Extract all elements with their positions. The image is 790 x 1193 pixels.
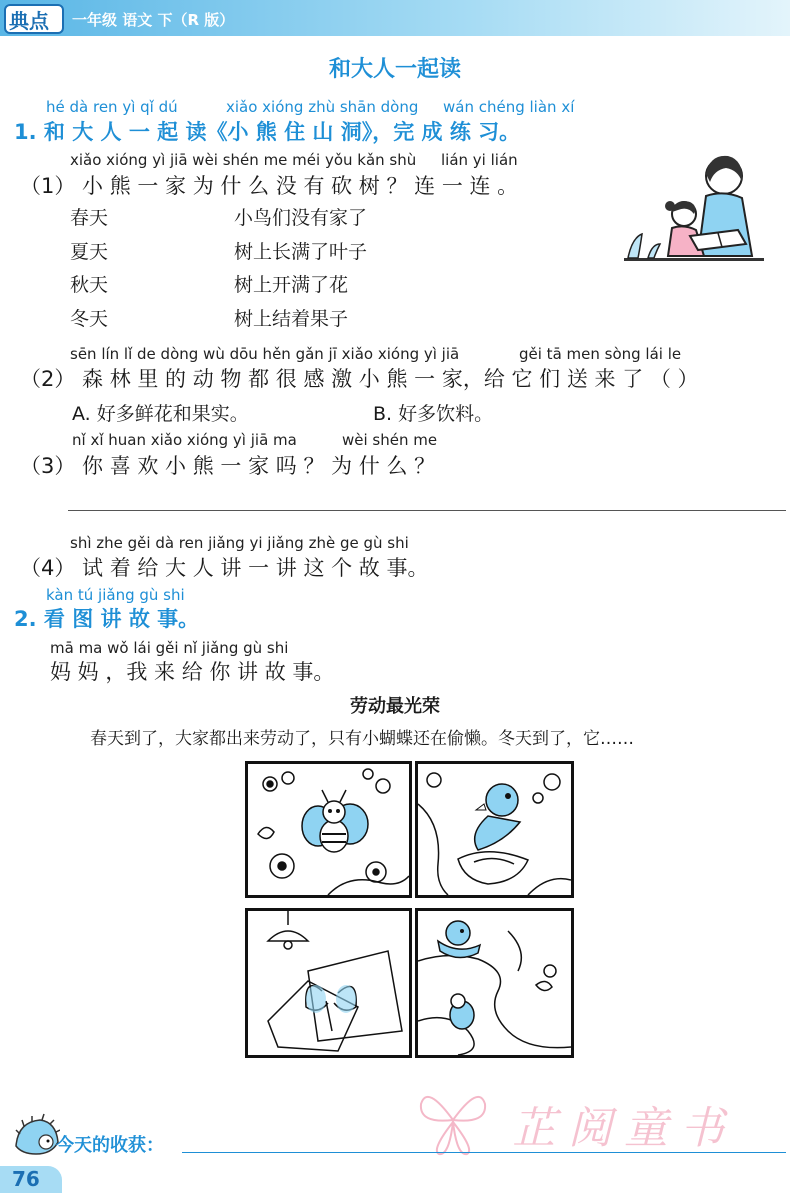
watermark-text: 芷阅童书 [512,1103,736,1154]
harvest-line[interactable] [182,1152,786,1153]
header-subtitle: 一年级 语文 下（R 版） [72,11,235,29]
page-number: 76 [12,1167,40,1191]
sub1-pinyin-1: xiǎo xióng yì jiā wèi shén me méi yǒu kǎn shù [70,151,417,169]
answer-line[interactable] [68,510,786,511]
story-panel-1 [245,761,412,898]
page-title: 和大人一起读 [328,57,461,82]
bird-nest-drawing [418,764,571,895]
mama-pinyin: mā ma wǒ lái gěi nǐ jiǎng gù shi [50,639,289,657]
lamp-butterfly-drawing [248,911,409,1055]
sub1-pinyin-2: lián yi lián [441,151,518,169]
bee-flowers-drawing [248,764,409,895]
story-panel-3 [245,908,412,1058]
reason-4: 树上结着果子 [234,308,349,330]
sub2-text: （2） 森 林 里 的 动 物 都 很 感 激 小 熊 一 家，给 它 们 送 来 了 （ ） [20,367,699,391]
sub2-pinyin-2: gěi tā men sòng lái le [519,345,682,363]
reason-3: 树上开满了花 [234,274,349,296]
q2-text: 2. 看 图 讲 故 事。 [14,607,200,631]
mama-text: 妈 妈 ，我 来 给 你 讲 故 事。 [50,660,335,684]
season-winter: 冬天 [70,308,109,330]
q2-pinyin: kàn tú jiǎng gù shi [46,586,185,604]
sub3-text: （3） 你 喜 欢 小 熊 一 家 吗 ？ 为 什 么 ？ [20,454,436,478]
q1-text: 1. 和 大 人 一 起 读《小 熊 住 山 洞》，完 成 练 习。 [14,120,521,144]
story-title: 劳动最光荣 [350,696,440,717]
season-autumn: 秋天 [70,274,109,296]
reason-2: 树上长满了叶子 [234,241,368,263]
season-summer: 夏天 [70,241,109,263]
sub3-pinyin-2: wèi shén me [342,431,438,449]
q1-pinyin-2: xiǎo xióng zhù shān dòng [226,98,419,116]
sub1-text: （1） 小 熊 一 家 为 什 么 没 有 砍 树 ？ 连 一 连 。 [20,174,519,198]
q1-pinyin-3: wán chéng liàn xí [443,98,575,116]
hedgehog-icon [12,1112,60,1160]
brand-text: 典点 [9,9,49,33]
reason-1: 小鸟们没有家了 [234,207,368,229]
bird-tree-bee-drawing [418,911,571,1055]
option-b: B. 好多饮料。 [373,403,494,425]
watermark-butterfly-icon [417,1080,489,1160]
q1-pinyin-1: hé dà ren yì qǐ dú [46,98,178,116]
sub3-pinyin-1: nǐ xǐ huan xiǎo xióng yì jiā ma [72,431,297,449]
harvest-label: 今天的收获： [56,1135,164,1156]
story-panel-4 [415,908,574,1058]
sub2-pinyin-1: sēn lín lǐ de dòng wù dōu hěn gǎn jī xiǎo xióng yì jiā [70,345,460,363]
story-text: 春天到了，大家都出来劳动了，只有小蝴蝶还在偷懒。冬天到了，它…… [90,729,634,749]
sub4-pinyin-1: shì zhe gěi dà ren jiǎng yi jiǎng zhè ge gù shi [70,534,409,552]
season-spring: 春天 [70,207,109,229]
story-panel-2 [415,761,574,898]
sub4-text: （4） 试 着 给 大 人 讲 一 讲 这 个 故 事。 [20,556,429,580]
mother-child-reading-illustration [618,148,768,286]
option-a: A. 好多鲜花和果实。 [72,403,249,425]
